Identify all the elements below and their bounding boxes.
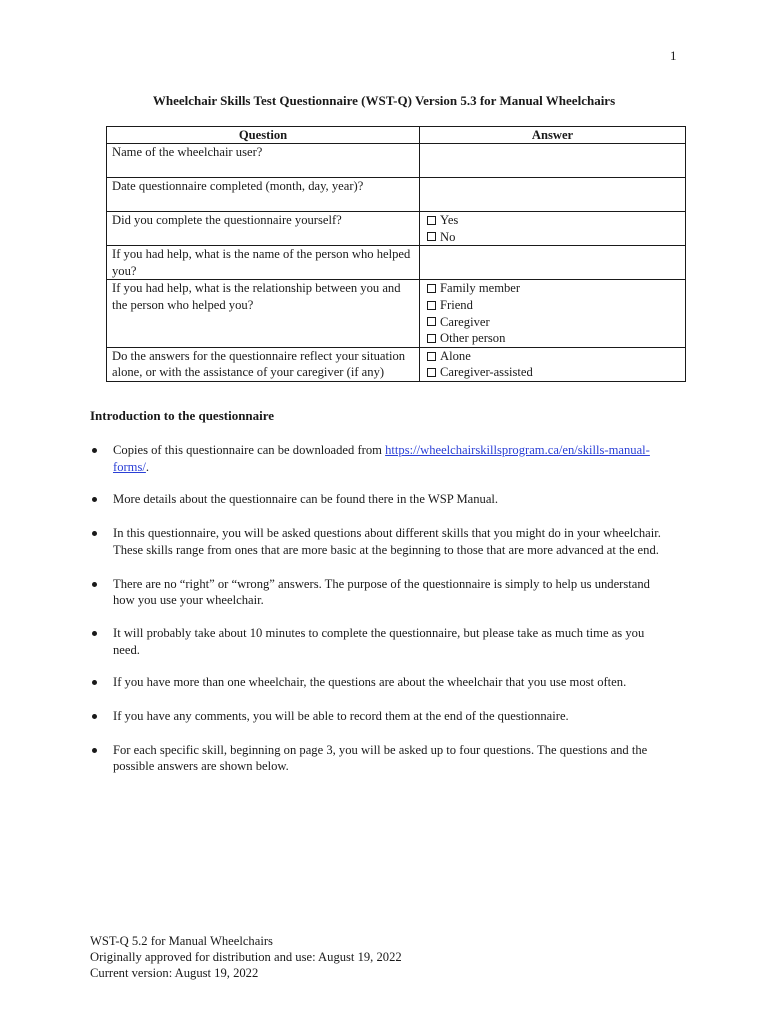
intro-bullet-list: [90, 442, 670, 775]
answer-option[interactable]: [425, 297, 680, 314]
answer-option[interactable]: [425, 314, 680, 331]
answer-option[interactable]: [425, 280, 680, 297]
table-header-row: [107, 127, 686, 144]
option-label: Family member: [440, 281, 521, 296]
answer-cell: [420, 347, 686, 381]
questionnaire-table: [106, 126, 686, 382]
answer-option[interactable]: [425, 212, 680, 229]
option-label: Caregiver: [440, 314, 490, 329]
footer-approved-date: Originally approved for distribution and use: August 19, 2022: [90, 950, 402, 964]
bullet-item: In this questionnaire, you will be asked questions about different skills that you might do in your wheelchair. These skills range from ones that are more basic at the beginning to those that are more advanced at the end.: [90, 525, 670, 558]
option-label: Yes: [440, 213, 459, 227]
checkbox-icon[interactable]: [427, 301, 436, 310]
option-label: Alone: [440, 348, 471, 363]
table-row: [107, 144, 686, 178]
checkbox-icon[interactable]: [427, 216, 436, 225]
bullet-item: If you have any comments, you will be able to record them at the end of the questionnaire.: [90, 708, 670, 725]
option-label: Other person: [440, 331, 506, 346]
question-cell: Name of the wheelchair user?: [107, 144, 420, 178]
checkbox-icon[interactable]: [427, 317, 436, 326]
option-label: Caregiver-assisted: [440, 365, 533, 380]
checkbox-icon[interactable]: [427, 334, 436, 343]
answer-option[interactable]: [425, 364, 680, 381]
checkbox-icon[interactable]: [427, 284, 436, 293]
answer-option[interactable]: [425, 348, 680, 365]
checkbox-icon[interactable]: [427, 232, 436, 241]
bullet-item: It will probably take about 10 minutes to complete the questionnaire, but please take as much time as you need.: [90, 625, 670, 658]
table-row: [107, 280, 686, 347]
footer: [90, 933, 402, 981]
column-header-answer: Answer: [420, 127, 686, 144]
bullet-text: Copies of this questionnaire can be downloaded from: [113, 443, 386, 457]
bullet-item: If you have more than one wheelchair, the questions are about the wheelchair that you use most often.: [90, 674, 670, 691]
answer-cell[interactable]: [420, 246, 686, 280]
document-title: Wheelchair Skills Test Questionnaire (WST-Q) Version 5.3 for Manual Wheelchairs: [152, 93, 616, 108]
question-cell: If you had help, what is the name of the person who helped you?: [107, 246, 420, 280]
answer-cell: [420, 280, 686, 347]
table-row: [107, 246, 686, 280]
intro-heading: Introduction to the questionnaire: [90, 408, 275, 423]
option-label: Friend: [440, 297, 473, 312]
footer-version: WST-Q 5.2 for Manual Wheelchairs: [90, 934, 273, 948]
bullet-text-suffix: .: [145, 459, 150, 474]
question-cell: If you had help, what is the relationship between you and the person who helped you?: [107, 280, 420, 347]
bullet-item: There are no “right” or “wrong” answers. The purpose of the questionnaire is simply to help us understand how you use your wheelchair.: [90, 576, 670, 609]
table-row: [107, 347, 686, 381]
page-number: 1: [670, 48, 677, 63]
bullet-item: [90, 442, 670, 475]
answer-cell[interactable]: [420, 144, 686, 178]
footer-current-version: Current version: August 19, 2022: [90, 966, 259, 980]
option-label: No: [440, 229, 456, 244]
answer-cell: [420, 212, 686, 246]
answer-option[interactable]: [425, 229, 680, 246]
checkbox-icon[interactable]: [427, 368, 436, 377]
question-cell: Do the answers for the questionnaire reflect your situation alone, or with the assistance of your caregiver (if any): [107, 347, 420, 381]
answer-cell[interactable]: [420, 178, 686, 212]
bullet-item: More details about the questionnaire can be found there in the WSP Manual.: [90, 491, 670, 508]
question-cell: Did you complete the questionnaire yourself?: [107, 212, 420, 246]
checkbox-icon[interactable]: [427, 352, 436, 361]
download-link[interactable]: https://wheelchairskillsprogram.ca/en/skills-manual-forms/: [113, 443, 650, 474]
table-row: [107, 212, 686, 246]
bullet-item: For each specific skill, beginning on page 3, you will be asked up to four questions. The questions and the possible answers are shown below.: [90, 742, 670, 775]
question-cell: Date questionnaire completed (month, day, year)?: [107, 178, 420, 212]
answer-option[interactable]: [425, 330, 680, 347]
column-header-question: Question: [107, 127, 420, 144]
table-row: [107, 178, 686, 212]
